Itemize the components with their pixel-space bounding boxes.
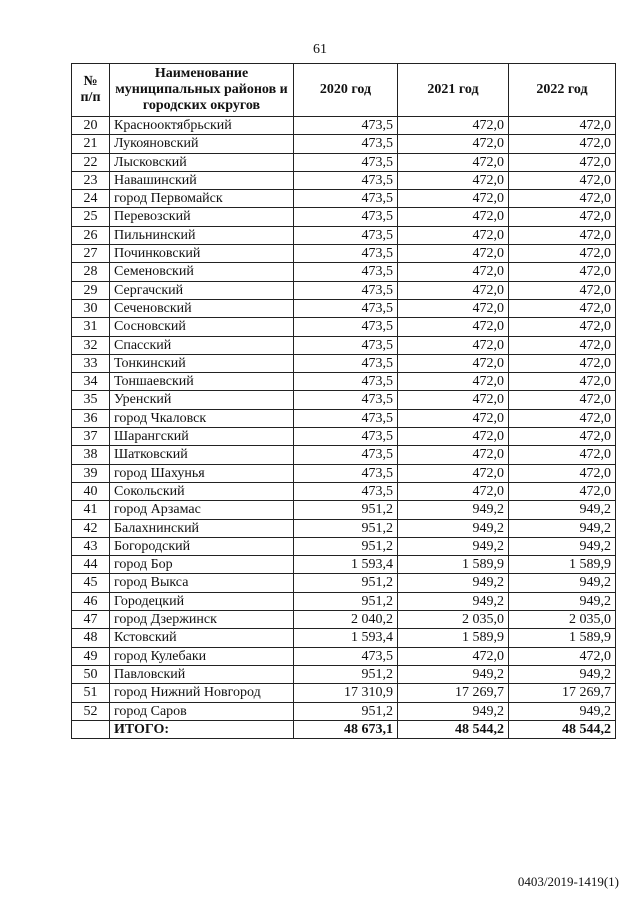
row-value-2022: 472,0 xyxy=(509,208,616,226)
row-value-2022: 472,0 xyxy=(509,245,616,263)
row-value-2020: 1 593,4 xyxy=(294,556,398,574)
row-value-2021: 472,0 xyxy=(398,263,509,281)
total-empty-cell xyxy=(72,720,110,738)
row-value-2022: 949,2 xyxy=(509,665,616,683)
row-value-2022: 472,0 xyxy=(509,446,616,464)
row-name: Тоншаевский xyxy=(110,373,294,391)
row-number: 38 xyxy=(72,446,110,464)
row-value-2020: 17 310,9 xyxy=(294,684,398,702)
table-row xyxy=(72,629,616,647)
row-number: 34 xyxy=(72,373,110,391)
row-value-2021: 472,0 xyxy=(398,409,509,427)
table-row xyxy=(72,299,616,317)
row-value-2021: 472,0 xyxy=(398,318,509,336)
row-number: 43 xyxy=(72,537,110,555)
row-value-2022: 472,0 xyxy=(509,135,616,153)
row-number: 20 xyxy=(72,117,110,135)
row-value-2021: 472,0 xyxy=(398,647,509,665)
table-row xyxy=(72,135,616,153)
table-row xyxy=(72,446,616,464)
row-number: 47 xyxy=(72,611,110,629)
table-row xyxy=(72,226,616,244)
total-label: ИТОГО: xyxy=(110,720,294,738)
table-row xyxy=(72,245,616,263)
table-row xyxy=(72,373,616,391)
row-number: 25 xyxy=(72,208,110,226)
row-value-2020: 951,2 xyxy=(294,702,398,720)
header-2022: 2022 год xyxy=(509,64,616,117)
row-value-2021: 1 589,9 xyxy=(398,556,509,574)
table-row xyxy=(72,171,616,189)
row-name: Шарангский xyxy=(110,428,294,446)
row-value-2021: 472,0 xyxy=(398,464,509,482)
row-value-2020: 951,2 xyxy=(294,665,398,683)
row-number: 30 xyxy=(72,299,110,317)
row-value-2020: 473,5 xyxy=(294,153,398,171)
row-value-2020: 2 040,2 xyxy=(294,611,398,629)
row-number: 39 xyxy=(72,464,110,482)
row-value-2020: 473,5 xyxy=(294,263,398,281)
row-value-2022: 472,0 xyxy=(509,226,616,244)
table-row xyxy=(72,537,616,555)
row-number: 33 xyxy=(72,354,110,372)
table-row xyxy=(72,592,616,610)
row-value-2022: 1 589,9 xyxy=(509,556,616,574)
row-value-2020: 951,2 xyxy=(294,501,398,519)
row-value-2022: 17 269,7 xyxy=(509,684,616,702)
row-value-2020: 951,2 xyxy=(294,519,398,537)
row-value-2020: 473,5 xyxy=(294,373,398,391)
row-value-2020: 473,5 xyxy=(294,226,398,244)
row-value-2021: 1 589,9 xyxy=(398,629,509,647)
row-value-2021: 472,0 xyxy=(398,208,509,226)
row-number: 41 xyxy=(72,501,110,519)
row-name: Пильнинский xyxy=(110,226,294,244)
table-row xyxy=(72,190,616,208)
table-row xyxy=(72,428,616,446)
table-row xyxy=(72,501,616,519)
row-value-2022: 472,0 xyxy=(509,171,616,189)
row-value-2021: 2 035,0 xyxy=(398,611,509,629)
row-value-2021: 17 269,7 xyxy=(398,684,509,702)
row-number: 24 xyxy=(72,190,110,208)
row-value-2022: 949,2 xyxy=(509,574,616,592)
row-number: 40 xyxy=(72,482,110,500)
row-value-2021: 472,0 xyxy=(398,226,509,244)
row-value-2020: 473,5 xyxy=(294,281,398,299)
row-value-2022: 472,0 xyxy=(509,482,616,500)
row-value-2022: 472,0 xyxy=(509,409,616,427)
row-value-2021: 949,2 xyxy=(398,519,509,537)
row-name: город Первомайск xyxy=(110,190,294,208)
row-value-2020: 473,5 xyxy=(294,409,398,427)
row-name: Лысковский xyxy=(110,153,294,171)
total-value-2022: 48 544,2 xyxy=(509,720,616,738)
row-value-2022: 472,0 xyxy=(509,354,616,372)
table-row xyxy=(72,611,616,629)
row-value-2020: 473,5 xyxy=(294,171,398,189)
row-value-2020: 473,5 xyxy=(294,336,398,354)
row-value-2022: 472,0 xyxy=(509,647,616,665)
row-name: Семеновский xyxy=(110,263,294,281)
row-name: город Шахунья xyxy=(110,464,294,482)
row-name: Уренский xyxy=(110,391,294,409)
row-value-2022: 949,2 xyxy=(509,537,616,555)
table-row xyxy=(72,409,616,427)
row-name: Павловский xyxy=(110,665,294,683)
row-name: Кстовский xyxy=(110,629,294,647)
row-number: 49 xyxy=(72,647,110,665)
row-value-2021: 472,0 xyxy=(398,391,509,409)
row-value-2021: 472,0 xyxy=(398,299,509,317)
row-name: Навашинский xyxy=(110,171,294,189)
row-number: 42 xyxy=(72,519,110,537)
table-row xyxy=(72,117,616,135)
row-value-2020: 473,5 xyxy=(294,391,398,409)
row-value-2022: 472,0 xyxy=(509,391,616,409)
row-number: 46 xyxy=(72,592,110,610)
table-row xyxy=(72,647,616,665)
row-value-2022: 472,0 xyxy=(509,153,616,171)
row-name: Сокольский xyxy=(110,482,294,500)
row-value-2021: 472,0 xyxy=(398,245,509,263)
row-value-2020: 473,5 xyxy=(294,208,398,226)
row-name: Богородский xyxy=(110,537,294,555)
row-name: город Дзержинск xyxy=(110,611,294,629)
total-value-2021: 48 544,2 xyxy=(398,720,509,738)
row-value-2021: 472,0 xyxy=(398,171,509,189)
row-value-2021: 472,0 xyxy=(398,354,509,372)
row-value-2020: 473,5 xyxy=(294,245,398,263)
row-value-2021: 472,0 xyxy=(398,135,509,153)
total-row xyxy=(72,720,616,738)
row-value-2020: 473,5 xyxy=(294,190,398,208)
row-name: город Арзамас xyxy=(110,501,294,519)
row-name: город Выкса xyxy=(110,574,294,592)
row-value-2022: 949,2 xyxy=(509,702,616,720)
row-value-2021: 472,0 xyxy=(398,336,509,354)
row-name: Краснооктябрьский xyxy=(110,117,294,135)
row-value-2021: 472,0 xyxy=(398,446,509,464)
row-value-2020: 473,5 xyxy=(294,117,398,135)
row-value-2022: 472,0 xyxy=(509,190,616,208)
row-value-2020: 473,5 xyxy=(294,318,398,336)
row-number: 31 xyxy=(72,318,110,336)
row-value-2021: 949,2 xyxy=(398,574,509,592)
row-value-2022: 1 589,9 xyxy=(509,629,616,647)
row-number: 37 xyxy=(72,428,110,446)
table-row xyxy=(72,556,616,574)
table-row xyxy=(72,684,616,702)
row-number: 36 xyxy=(72,409,110,427)
table-row xyxy=(72,391,616,409)
table-row xyxy=(72,208,616,226)
page-number: 61 xyxy=(313,42,327,57)
row-value-2022: 472,0 xyxy=(509,117,616,135)
row-value-2020: 473,5 xyxy=(294,482,398,500)
row-value-2021: 949,2 xyxy=(398,537,509,555)
row-name: Сергачский xyxy=(110,281,294,299)
funding-table xyxy=(71,63,616,739)
row-value-2022: 472,0 xyxy=(509,428,616,446)
row-number: 51 xyxy=(72,684,110,702)
row-value-2022: 472,0 xyxy=(509,464,616,482)
table-row xyxy=(72,336,616,354)
table-row xyxy=(72,702,616,720)
table-row xyxy=(72,263,616,281)
row-name: Сеченовский xyxy=(110,299,294,317)
row-value-2020: 473,5 xyxy=(294,135,398,153)
row-name: Шатковский xyxy=(110,446,294,464)
row-value-2020: 473,5 xyxy=(294,647,398,665)
table-row xyxy=(72,574,616,592)
row-value-2022: 472,0 xyxy=(509,281,616,299)
document-code: 0403/2019-1419(1) xyxy=(517,874,619,889)
row-value-2022: 472,0 xyxy=(509,299,616,317)
row-value-2020: 951,2 xyxy=(294,592,398,610)
row-value-2022: 2 035,0 xyxy=(509,611,616,629)
row-value-2020: 473,5 xyxy=(294,464,398,482)
header-num: № п/п xyxy=(72,64,110,117)
table-row xyxy=(72,519,616,537)
row-name: город Чкаловск xyxy=(110,409,294,427)
row-name: Лукояновский xyxy=(110,135,294,153)
row-number: 52 xyxy=(72,702,110,720)
header-2021: 2021 год xyxy=(398,64,509,117)
row-value-2021: 949,2 xyxy=(398,665,509,683)
table-row xyxy=(72,153,616,171)
table-body xyxy=(72,117,616,739)
row-value-2021: 472,0 xyxy=(398,428,509,446)
header-name: Наименование муниципальных районов и городских округов xyxy=(110,64,294,117)
row-number: 23 xyxy=(72,171,110,189)
row-number: 35 xyxy=(72,391,110,409)
row-number: 50 xyxy=(72,665,110,683)
row-value-2022: 472,0 xyxy=(509,373,616,391)
row-number: 48 xyxy=(72,629,110,647)
row-value-2021: 949,2 xyxy=(398,702,509,720)
table-row xyxy=(72,665,616,683)
row-name: Тонкинский xyxy=(110,354,294,372)
row-value-2022: 472,0 xyxy=(509,318,616,336)
row-name: город Саров xyxy=(110,702,294,720)
row-name: город Нижний Новгород xyxy=(110,684,294,702)
row-name: Перевозский xyxy=(110,208,294,226)
table-row xyxy=(72,281,616,299)
total-value-2020: 48 673,1 xyxy=(294,720,398,738)
row-name: Починковский xyxy=(110,245,294,263)
row-value-2021: 472,0 xyxy=(398,482,509,500)
row-number: 45 xyxy=(72,574,110,592)
row-number: 44 xyxy=(72,556,110,574)
row-name: Городецкий xyxy=(110,592,294,610)
row-number: 22 xyxy=(72,153,110,171)
row-value-2022: 472,0 xyxy=(509,263,616,281)
row-value-2021: 949,2 xyxy=(398,501,509,519)
row-value-2020: 473,5 xyxy=(294,446,398,464)
table-row xyxy=(72,354,616,372)
row-number: 28 xyxy=(72,263,110,281)
table-row xyxy=(72,318,616,336)
row-number: 32 xyxy=(72,336,110,354)
table-header-row xyxy=(72,64,616,117)
row-number: 21 xyxy=(72,135,110,153)
row-value-2021: 949,2 xyxy=(398,592,509,610)
row-value-2021: 472,0 xyxy=(398,373,509,391)
row-value-2021: 472,0 xyxy=(398,281,509,299)
row-value-2021: 472,0 xyxy=(398,117,509,135)
header-2020: 2020 год xyxy=(294,64,398,117)
row-name: Сосновский xyxy=(110,318,294,336)
row-value-2020: 473,5 xyxy=(294,354,398,372)
row-value-2020: 1 593,4 xyxy=(294,629,398,647)
row-value-2022: 949,2 xyxy=(509,501,616,519)
row-name: город Бор xyxy=(110,556,294,574)
row-value-2022: 949,2 xyxy=(509,519,616,537)
row-value-2021: 472,0 xyxy=(398,153,509,171)
row-number: 27 xyxy=(72,245,110,263)
row-value-2020: 473,5 xyxy=(294,428,398,446)
row-name: город Кулебаки xyxy=(110,647,294,665)
table-row xyxy=(72,482,616,500)
row-value-2020: 951,2 xyxy=(294,574,398,592)
row-number: 26 xyxy=(72,226,110,244)
row-value-2020: 473,5 xyxy=(294,299,398,317)
row-value-2022: 949,2 xyxy=(509,592,616,610)
row-value-2020: 951,2 xyxy=(294,537,398,555)
row-value-2021: 472,0 xyxy=(398,190,509,208)
row-value-2022: 472,0 xyxy=(509,336,616,354)
table-row xyxy=(72,464,616,482)
row-number: 29 xyxy=(72,281,110,299)
row-name: Спасский xyxy=(110,336,294,354)
row-name: Балахнинский xyxy=(110,519,294,537)
